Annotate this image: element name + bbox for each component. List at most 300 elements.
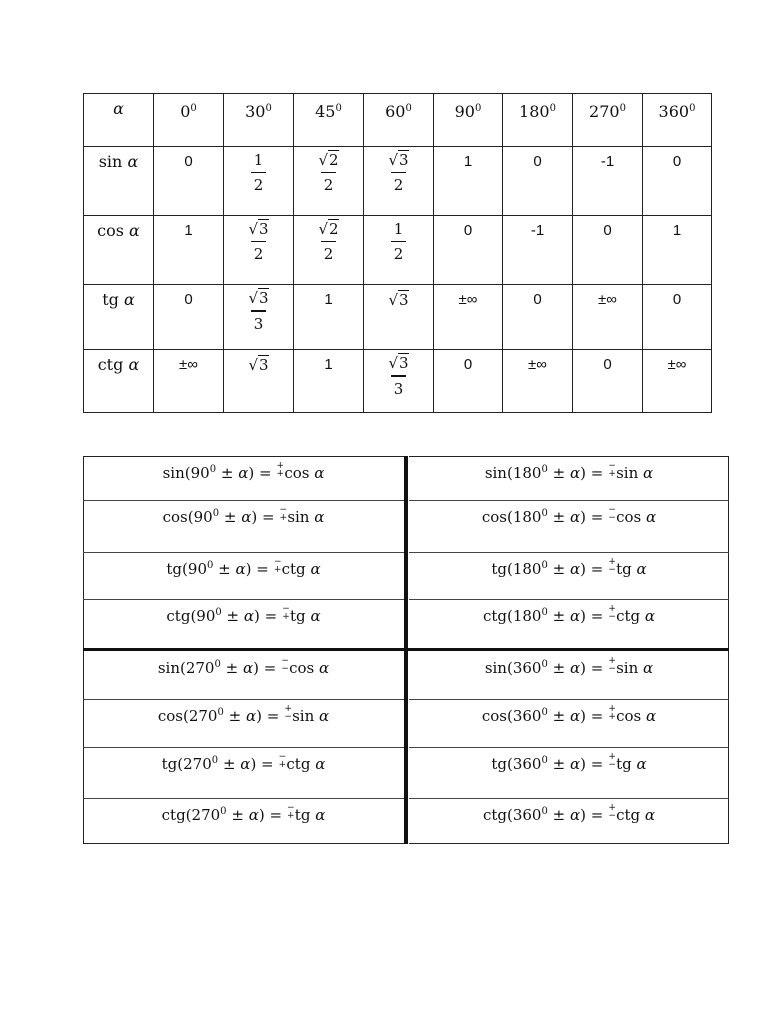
formula-cell: $ctg(360^0 \pm \alpha)$ = + −ctg α [482, 803, 656, 824]
sign-bottom: − [608, 811, 616, 821]
angle-number: 0 [180, 102, 191, 121]
cell-value-text: ±∞ [667, 356, 687, 373]
angle-value [643, 100, 711, 121]
angle-value [294, 100, 363, 121]
formula-cell: $\sin(90^0 \pm \alpha)$ = + +cos α [162, 461, 325, 482]
fraction [385, 151, 411, 194]
sign-stack [608, 605, 616, 621]
denominator: 2 [391, 172, 407, 194]
function-arg: α [123, 290, 135, 309]
numerator [251, 151, 267, 169]
degree-mark: 0 [215, 607, 222, 618]
degree-mark: 0 [214, 659, 221, 670]
cell-value [573, 356, 642, 374]
header-angle-cell [364, 94, 434, 147]
formula-fn: sin [484, 659, 507, 677]
result-fn: sin [616, 659, 639, 677]
formula-angle: 360 [512, 659, 542, 677]
plus-minus: ± [218, 560, 231, 578]
result-arg: α [644, 607, 656, 625]
value-cell [573, 350, 643, 413]
formula-cell: $\cos(180^0 \pm \alpha)$ = − −cos α [481, 505, 657, 526]
cell-value [573, 291, 642, 309]
plus-minus: ± [552, 607, 566, 625]
result-fn: cos [284, 464, 310, 482]
formula-cell: $ctg(180^0 \pm \alpha)$ = + −ctg α [482, 604, 656, 625]
degree-mark: 0 [190, 103, 197, 114]
angle-value [364, 100, 433, 121]
cell-value-text: 1 [324, 291, 333, 308]
cell-value [643, 153, 711, 171]
row-divider [409, 798, 729, 799]
degree-mark: 0 [474, 103, 482, 114]
angle-value [154, 100, 223, 121]
fraction [385, 354, 411, 398]
row-divider [409, 699, 729, 700]
formula-arg: α [569, 607, 581, 625]
sign-top: − [281, 656, 289, 666]
formula-fn: ctg [482, 806, 507, 824]
sign-stack [284, 705, 292, 721]
numerator [245, 289, 271, 307]
plus-minus: ± [228, 707, 242, 725]
degree-mark: 0 [549, 103, 556, 114]
result-arg: α [643, 659, 654, 677]
formula-cell: $\sin(180^0 \pm \alpha)$ = − +sin α [484, 461, 654, 482]
table-row-ctg [84, 350, 712, 413]
cell-value-text: ±∞ [179, 356, 198, 373]
formula-angle: 270 [185, 659, 215, 677]
denominator: 3 [391, 375, 407, 398]
sign-top: + [284, 704, 292, 714]
sign-bottom: − [608, 760, 616, 770]
angle-value [503, 100, 572, 121]
function-label [84, 222, 153, 240]
cell-value [643, 356, 711, 374]
cell-value-text: 1 [184, 222, 193, 239]
radical-sign: √ [248, 356, 258, 374]
radical-sign: √ [248, 289, 258, 307]
degree-mark: 0 [541, 464, 548, 475]
degree-mark: 0 [541, 607, 548, 618]
degree-mark: 0 [405, 103, 412, 114]
sign-bottom: − [608, 664, 616, 674]
function-label-cell [84, 350, 154, 413]
angle-value [573, 100, 642, 121]
result-arg: α [636, 755, 647, 773]
function-name: sin [98, 152, 123, 171]
formula-fn: cos [162, 508, 188, 526]
numerator-text [248, 288, 268, 307]
denominator: 2 [321, 241, 337, 263]
sign-stack [608, 506, 616, 522]
result-fn: cos [289, 659, 315, 677]
radical-sign: √ [388, 291, 398, 309]
sign-stack [287, 804, 295, 820]
denominator: 2 [391, 241, 407, 263]
cell-value-text [248, 355, 268, 374]
result-fn: ctg [616, 607, 641, 625]
value-cell [434, 147, 503, 216]
cell-value-text: 0 [184, 291, 193, 308]
radicand: 3 [399, 151, 409, 169]
sign-top: − [278, 752, 287, 762]
sign-top: + [608, 557, 616, 567]
result-fn: tg [616, 755, 632, 773]
formula-fn: cos [481, 707, 507, 725]
degree-mark: 0 [212, 508, 220, 519]
formula-fn: tg [491, 560, 507, 578]
result-fn: sin [616, 464, 639, 482]
horizontal-divider [83, 648, 729, 651]
formula-cell: $tg(270^0 \pm \alpha)$ = − +ctg α [161, 752, 326, 773]
value-cell [364, 216, 434, 285]
result-fn: sin [287, 508, 310, 526]
formula-arg: α [235, 560, 246, 578]
result-arg: α [314, 508, 325, 526]
value-cell [434, 216, 503, 285]
formula-cell: $\cos(360^0 \pm \alpha)$ = + +cos α [481, 704, 657, 725]
degree-mark: 0 [619, 103, 626, 114]
result-fn: ctg [281, 560, 306, 578]
function-label-cell [84, 285, 154, 350]
plus-minus: ± [225, 659, 239, 677]
value-cell [643, 216, 712, 285]
value-cell [154, 285, 224, 350]
angle-number: 180 [519, 102, 550, 121]
formula-fn: sin [162, 464, 185, 482]
formula-cell: $\cos(270^0 \pm \alpha)$ = + −sin α [157, 704, 330, 725]
numerator-text: 1 [393, 220, 404, 238]
sign-bottom: + [273, 565, 282, 575]
angle-number: 270 [589, 102, 620, 121]
cell-value [154, 222, 223, 240]
fraction [315, 220, 341, 263]
cell-value [154, 153, 223, 171]
fraction [251, 151, 267, 194]
formula-arg: α [569, 806, 581, 824]
plus-minus: ± [552, 707, 566, 725]
degree-mark: 0 [541, 508, 548, 519]
formula-angle: 180 [512, 607, 542, 625]
radical-sign: √ [388, 151, 398, 169]
function-arg: α [127, 152, 139, 171]
sign-bottom: − [608, 513, 616, 523]
plus-minus: ± [226, 607, 240, 625]
formula-arg: α [569, 707, 581, 725]
plus-minus: ± [231, 806, 244, 824]
numerator-text [388, 353, 408, 372]
value-cell [503, 147, 573, 216]
formula-angle: 270 [188, 707, 218, 725]
degree-mark: 0 [541, 707, 548, 718]
formula-arg: α [241, 508, 252, 526]
radicand: 3 [399, 291, 409, 309]
value-cell [224, 285, 294, 350]
cell-value [224, 356, 293, 375]
cell-value-text: 0 [463, 356, 473, 373]
cell-value [434, 291, 502, 309]
degree-mark: 0 [211, 755, 219, 766]
result-arg: α [646, 508, 657, 526]
radical-sign: √ [318, 220, 328, 238]
value-cell [573, 147, 643, 216]
plus-minus: ± [552, 806, 566, 824]
header-angle-cell [573, 94, 643, 147]
header-angle-cell [294, 94, 364, 147]
result-fn: ctg [286, 755, 311, 773]
sign-stack [608, 705, 616, 721]
degree-mark: 0 [541, 755, 548, 766]
formula-angle: 90 [193, 508, 213, 526]
cell-value-text: 0 [672, 153, 682, 170]
sign-bottom: − [608, 612, 616, 622]
value-cell [224, 350, 294, 413]
alpha-symbol: α [113, 99, 124, 118]
table-header-row [84, 94, 712, 147]
result-arg: α [646, 707, 657, 725]
angle-value [224, 100, 293, 121]
angle-number: 45 [315, 102, 336, 121]
sign-bottom: + [279, 513, 288, 523]
formula-cell: $tg(90^0 \pm \alpha)$ = − +ctg α [166, 557, 321, 578]
plus-minus: ± [552, 508, 566, 526]
formula-arg: α [240, 755, 251, 773]
row-divider [409, 747, 729, 748]
angle-number: 360 [658, 102, 690, 121]
value-cell [154, 350, 224, 413]
cell-value [364, 291, 433, 310]
function-label [84, 291, 153, 309]
angle-number: 30 [245, 102, 266, 121]
degree-mark: 0 [541, 806, 548, 817]
value-cell [643, 350, 712, 413]
result-arg: α [319, 659, 330, 677]
radicand: 2 [329, 220, 339, 238]
sign-bottom: + [278, 760, 287, 770]
value-cell [364, 147, 434, 216]
result-fn: tg [616, 560, 632, 578]
formula-cell: $tg(180^0 \pm \alpha)$ = + −tg α [491, 557, 647, 578]
row-divider [409, 599, 729, 600]
function-label-cell [84, 216, 154, 285]
row-divider [83, 599, 404, 600]
numerator [315, 151, 341, 169]
sign-bottom: + [276, 469, 285, 479]
value-cell [154, 216, 224, 285]
sign-top: − [279, 505, 288, 515]
row-divider [83, 500, 404, 501]
formula-fn: tg [161, 755, 178, 773]
denominator: 2 [251, 172, 267, 194]
function-name: tg [102, 290, 119, 309]
numerator-text [318, 219, 338, 238]
formula-angle: 180 [512, 464, 542, 482]
sign-bottom: − [284, 712, 292, 722]
header-angle-cell [154, 94, 224, 147]
value-cell [364, 350, 434, 413]
value-cell [503, 285, 573, 350]
formula-angle: 180 [512, 508, 542, 526]
cell-value-text: 0 [533, 153, 542, 170]
value-cell [224, 147, 294, 216]
formula-angle: 90 [187, 560, 207, 578]
cell-value [434, 356, 502, 374]
angle-number: 60 [385, 102, 406, 121]
degree-mark: 0 [209, 464, 217, 475]
radicand: 3 [259, 220, 269, 238]
row-divider [83, 699, 404, 700]
formula-arg: α [238, 464, 249, 482]
formula-cell: $tg(360^0 \pm \alpha)$ = + −tg α [491, 752, 647, 773]
result-arg: α [643, 464, 654, 482]
result-arg: α [315, 755, 326, 773]
radical-sign: √ [388, 354, 398, 372]
plus-minus: ± [552, 755, 566, 773]
cell-value-text: 0 [463, 222, 473, 239]
cell-value-text: 0 [184, 153, 193, 170]
cell-value [503, 356, 572, 374]
numerator [385, 151, 411, 169]
function-arg: α [128, 355, 140, 374]
formula-fn: sin [157, 659, 180, 677]
row-divider [409, 552, 729, 553]
sign-stack [608, 462, 616, 478]
plus-minus: ± [552, 464, 566, 482]
sign-top: + [608, 604, 616, 614]
sign-stack [608, 753, 616, 769]
formula-fn: ctg [161, 806, 186, 824]
result-fn: ctg [616, 806, 641, 824]
cell-value [643, 291, 711, 309]
row-divider [83, 747, 404, 748]
formula-angle: 270 [191, 806, 221, 824]
table-row-sin [84, 147, 712, 216]
result-fn: sin [292, 707, 315, 725]
cell-value [434, 153, 502, 171]
header-angle-cell [503, 94, 573, 147]
formula-arg: α [569, 464, 581, 482]
cell-value [154, 356, 223, 374]
formula-arg: α [569, 560, 581, 578]
formula-fn: cos [481, 508, 507, 526]
sign-top: + [276, 461, 285, 471]
numerator [315, 220, 341, 238]
cell-value-text: 0 [672, 291, 682, 308]
trig-values-table [83, 93, 712, 413]
value-cell [434, 285, 503, 350]
row-divider [83, 798, 404, 799]
result-arg: α [644, 806, 656, 824]
denominator: 3 [251, 310, 267, 333]
sign-stack [608, 657, 616, 673]
angle-number: 90 [454, 102, 475, 121]
formula-arg: α [569, 755, 581, 773]
sign-stack [281, 657, 289, 673]
sign-top: − [608, 505, 616, 515]
value-cell [294, 285, 364, 350]
function-arg: α [129, 221, 140, 240]
formula-arg: α [248, 806, 259, 824]
sign-stack [608, 558, 616, 574]
function-name: ctg [97, 355, 124, 374]
angle-value [434, 100, 502, 121]
numerator [385, 354, 411, 372]
value-cell [503, 350, 573, 413]
plus-minus: ± [552, 560, 566, 578]
sign-top: + [608, 704, 616, 714]
function-label [84, 356, 153, 374]
numerator [245, 220, 271, 238]
cell-value [434, 222, 502, 240]
cell-value [573, 222, 642, 240]
cell-value-text: 1 [324, 356, 333, 373]
result-fn: tg [290, 607, 306, 625]
numerator-text [318, 150, 338, 169]
cell-value-text: -1 [600, 153, 615, 170]
value-cell [364, 285, 434, 350]
denominator: 2 [251, 241, 267, 263]
formula-angle: 360 [512, 806, 542, 824]
function-name: cos [97, 221, 124, 240]
header-angle-cell [643, 94, 712, 147]
formula-arg: α [245, 707, 257, 725]
cell-value-text: 1 [672, 222, 682, 239]
value-cell [573, 216, 643, 285]
sign-bottom: + [608, 469, 616, 479]
sign-stack [608, 804, 616, 820]
value-cell [154, 147, 224, 216]
formula-cell: $\sin(360^0 \pm \alpha)$ = + −sin α [484, 656, 654, 677]
radicand: 3 [259, 289, 269, 307]
cell-value [503, 222, 572, 240]
sign-stack [282, 605, 290, 621]
row-divider [409, 500, 729, 501]
cell-value [294, 356, 363, 374]
formula-cell: $\sin(270^0 \pm \alpha)$ = − −cos α [157, 656, 330, 677]
sign-top: − [608, 461, 616, 471]
value-cell [294, 147, 364, 216]
header-angle-cell [224, 94, 294, 147]
denominator: 2 [321, 172, 337, 194]
cell-value-text: -1 [530, 222, 545, 239]
formula-fn: tg [166, 560, 183, 578]
formula-angle: 180 [512, 560, 542, 578]
formula-arg: α [243, 607, 255, 625]
fraction [315, 151, 341, 194]
cell-value [573, 153, 642, 171]
formula-angle: 90 [196, 607, 216, 625]
sign-bottom: − [281, 664, 289, 674]
result-arg: α [314, 464, 325, 482]
fraction [245, 289, 271, 333]
numerator-text [248, 219, 268, 238]
function-label-cell [84, 147, 154, 216]
degree-mark: 0 [207, 560, 214, 571]
formula-angle: 90 [190, 464, 210, 482]
sign-stack [274, 558, 282, 574]
formula-fn: ctg [482, 607, 507, 625]
value-cell [224, 216, 294, 285]
cell-value [643, 222, 711, 240]
sign-top: − [287, 803, 295, 813]
degree-mark: 0 [220, 806, 227, 817]
sign-bottom: + [287, 811, 295, 821]
result-arg: α [310, 607, 321, 625]
radicand: 3 [259, 356, 269, 374]
table-row-cos [84, 216, 712, 285]
value-cell [294, 350, 364, 413]
